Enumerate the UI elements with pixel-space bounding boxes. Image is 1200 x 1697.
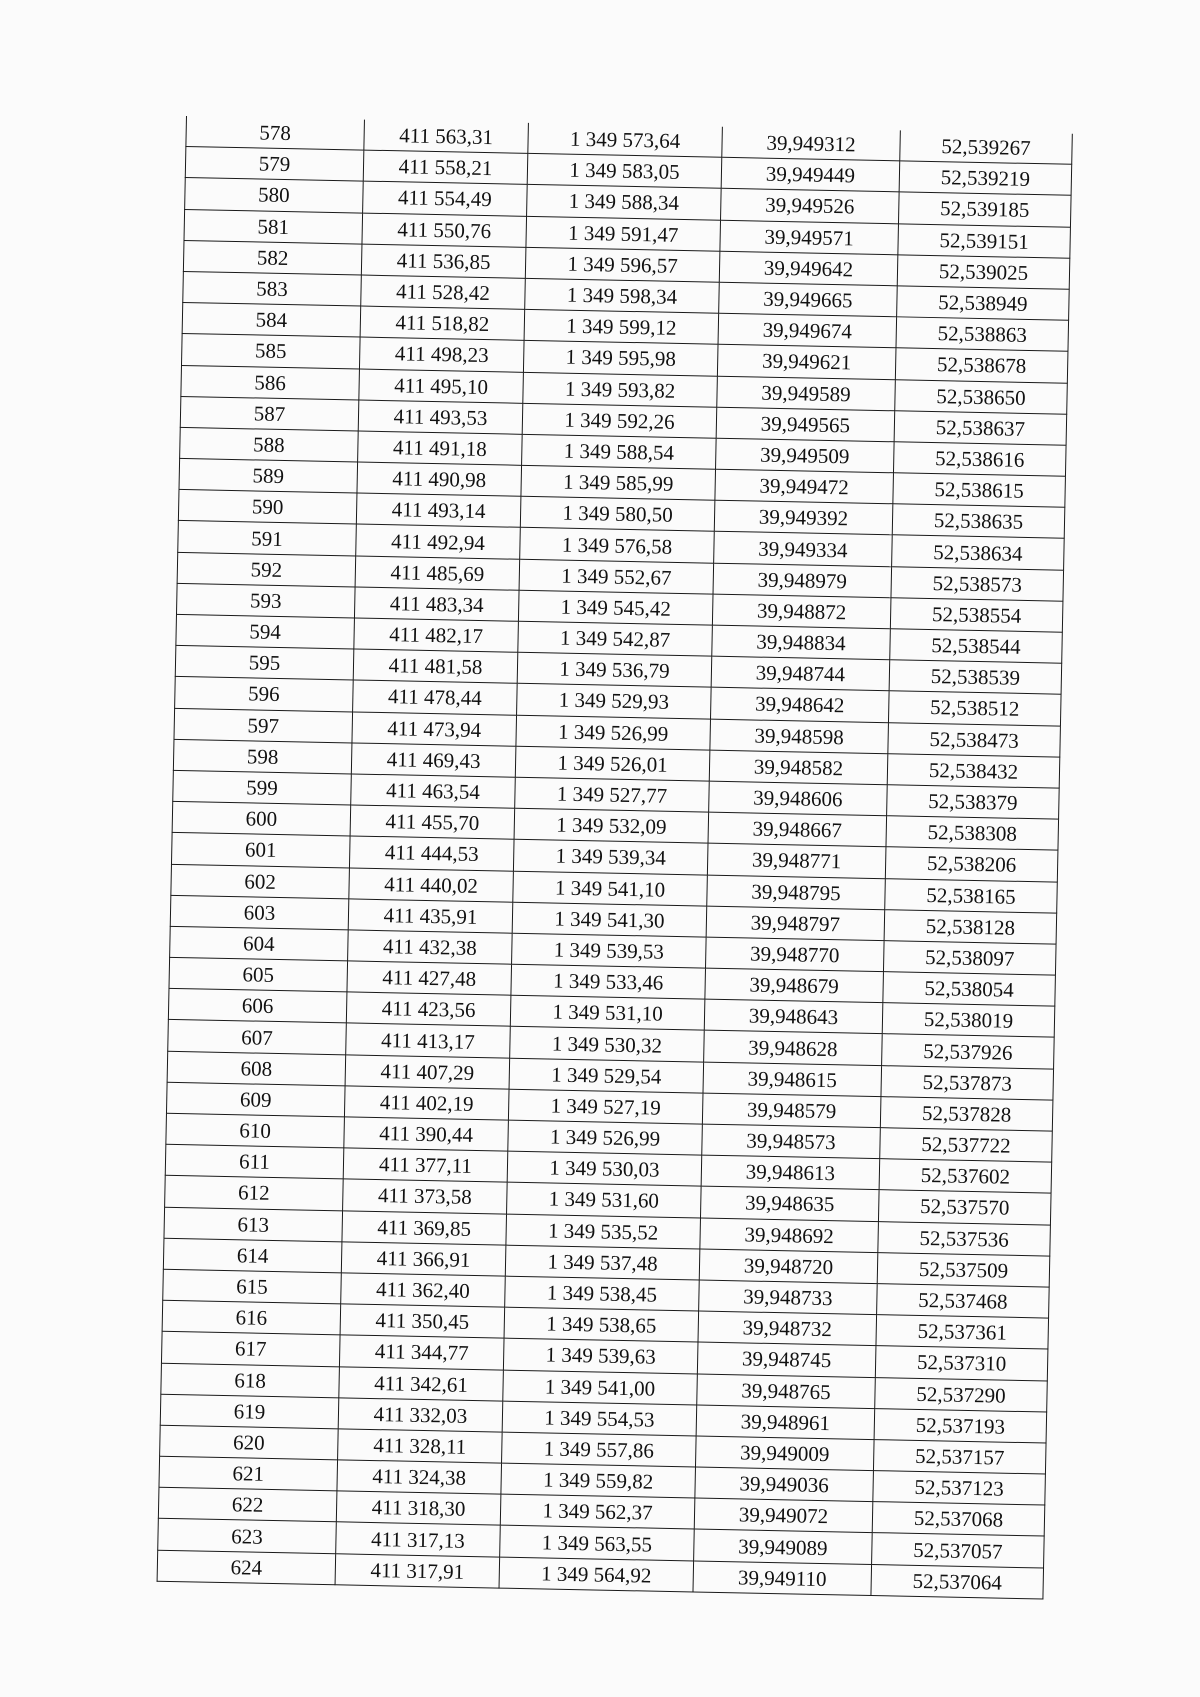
point-number-cell: 580 [185,178,364,213]
latitude-cell: 39,948765 [697,1374,876,1409]
latitude-cell: 39,949674 [718,313,897,348]
y-coordinate-cell: 1 349 588,34 [527,185,722,220]
latitude-cell: 39,949526 [721,189,900,224]
latitude-cell: 39,948961 [696,1405,875,1440]
longitude-cell: 52,538128 [884,909,1057,944]
latitude-cell: 39,948573 [702,1124,881,1159]
longitude-cell: 52,538650 [895,379,1068,414]
latitude-cell: 39,948872 [712,594,891,629]
y-coordinate-cell: 1 349 585,99 [521,465,716,500]
point-number-cell: 608 [167,1051,346,1086]
latitude-cell: 39,948770 [706,937,885,972]
y-coordinate-cell: 1 349 593,82 [523,372,718,407]
latitude-cell: 39,949449 [721,157,900,192]
point-number-cell: 586 [181,365,360,400]
longitude-cell: 52,537570 [878,1190,1051,1225]
point-number-cell: 606 [168,989,347,1024]
point-number-cell: 597 [174,708,353,743]
y-coordinate-cell: 1 349 529,93 [517,684,712,719]
longitude-cell: 52,537828 [880,1096,1053,1131]
y-coordinate-cell: 1 349 539,63 [503,1338,698,1373]
x-coordinate-cell: 411 482,17 [354,618,519,652]
latitude-cell: 39,949036 [695,1467,874,1502]
point-number-cell: 603 [170,895,349,930]
y-coordinate-cell: 1 349 592,26 [522,403,717,438]
x-coordinate-cell: 411 317,13 [336,1522,501,1556]
point-number-cell: 594 [176,614,355,649]
y-coordinate-cell: 1 349 536,79 [517,652,712,687]
y-coordinate-cell: 1 349 583,05 [527,154,722,189]
point-number-cell: 624 [157,1550,336,1585]
longitude-cell: 52,537064 [871,1564,1044,1599]
longitude-cell: 52,537157 [873,1439,1046,1474]
point-number-cell: 584 [182,303,361,338]
longitude-cell: 52,537468 [877,1284,1050,1319]
y-coordinate-cell: 1 349 530,03 [507,1151,702,1186]
point-number-cell: 598 [173,739,352,774]
longitude-cell: 52,538678 [895,348,1068,383]
longitude-cell: 52,538097 [883,941,1056,976]
latitude-cell: 39,949472 [715,469,894,504]
latitude-cell: 39,948797 [706,906,885,941]
y-coordinate-cell: 1 349 562,37 [500,1494,695,1529]
longitude-cell: 52,538308 [886,816,1059,851]
point-number-cell: 590 [178,490,357,525]
point-number-cell: 582 [183,240,362,275]
x-coordinate-cell: 411 498,23 [359,337,524,371]
x-coordinate-cell: 411 435,91 [348,899,513,933]
latitude-cell: 39,948679 [705,968,884,1003]
y-coordinate-cell: 1 349 533,46 [511,964,706,999]
y-coordinate-cell: 1 349 557,86 [502,1432,697,1467]
point-number-cell: 595 [175,646,354,681]
latitude-cell: 39,949571 [720,220,899,255]
longitude-cell: 52,538637 [894,410,1067,445]
y-coordinate-cell: 1 349 537,48 [505,1245,700,1280]
y-coordinate-cell: 1 349 563,55 [500,1526,695,1561]
point-number-cell: 588 [180,427,359,462]
latitude-cell: 39,949334 [714,532,893,567]
point-number-cell: 610 [166,1113,345,1148]
point-number-cell: 605 [169,957,348,992]
longitude-cell: 52,537310 [875,1346,1048,1381]
x-coordinate-cell: 411 485,69 [355,556,520,590]
latitude-cell: 39,949072 [694,1498,873,1533]
longitude-cell: 52,539025 [897,255,1070,290]
longitude-cell: 52,538634 [892,535,1065,570]
point-number-cell: 621 [159,1456,338,1491]
latitude-cell: 39,948771 [707,843,886,878]
point-number-cell: 600 [172,801,351,836]
latitude-cell: 39,948635 [700,1186,879,1221]
point-number-cell: 623 [158,1519,337,1554]
point-number-cell: 615 [163,1269,342,1304]
point-number-cell: 614 [163,1238,342,1273]
latitude-cell: 39,948579 [702,1093,881,1128]
x-coordinate-cell: 411 444,53 [349,836,514,870]
x-coordinate-cell: 411 483,34 [354,587,519,621]
coordinates-table [157,116,1073,1599]
x-coordinate-cell: 411 413,17 [346,1023,511,1057]
x-coordinate-cell: 411 332,03 [338,1398,503,1432]
longitude-cell: 52,539185 [898,192,1071,227]
longitude-cell: 52,538573 [891,566,1064,601]
longitude-cell: 52,537361 [876,1315,1049,1350]
latitude-cell: 39,949565 [716,407,895,442]
y-coordinate-cell: 1 349 588,54 [522,434,717,469]
y-coordinate-cell: 1 349 538,65 [504,1307,699,1342]
latitude-cell: 39,949665 [719,282,898,317]
latitude-cell: 39,948615 [703,1062,882,1097]
longitude-cell: 52,538539 [889,660,1062,695]
y-coordinate-cell: 1 349 541,00 [503,1370,698,1405]
x-coordinate-cell: 411 481,58 [353,649,518,683]
point-number-cell: 592 [177,552,356,587]
latitude-cell: 39,948642 [711,688,890,723]
point-number-cell: 589 [179,459,358,494]
y-coordinate-cell: 1 349 532,09 [514,808,709,843]
x-coordinate-cell: 411 432,38 [348,930,513,964]
latitude-cell: 39,949110 [693,1561,872,1596]
x-coordinate-cell: 411 469,43 [351,743,516,777]
y-coordinate-cell: 1 349 526,99 [508,1120,703,1155]
longitude-cell: 52,538616 [893,442,1066,477]
x-coordinate-cell: 411 492,94 [356,524,521,558]
longitude-cell: 52,537509 [877,1252,1050,1287]
x-coordinate-cell: 411 440,02 [349,867,514,901]
point-number-cell: 607 [168,1020,347,1055]
longitude-cell: 52,537926 [882,1034,1055,1069]
y-coordinate-cell: 1 349 598,34 [525,278,720,313]
longitude-cell: 52,537193 [874,1408,1047,1443]
x-coordinate-cell: 411 328,11 [338,1429,503,1463]
longitude-cell: 52,538949 [897,286,1070,321]
y-coordinate-cell: 1 349 599,12 [524,309,719,344]
y-coordinate-cell: 1 349 541,10 [513,871,708,906]
point-number-cell: 579 [185,147,364,182]
x-coordinate-cell: 411 455,70 [350,805,515,839]
latitude-cell: 39,949312 [722,127,901,161]
y-coordinate-cell: 1 349 538,45 [505,1276,700,1311]
latitude-cell: 39,948582 [709,750,888,785]
x-coordinate-cell: 411 369,85 [342,1210,507,1244]
point-number-cell: 599 [173,770,352,805]
x-coordinate-cell: 411 407,29 [345,1055,510,1089]
point-number-cell: 596 [175,677,354,712]
x-coordinate-cell: 411 423,56 [346,992,511,1026]
x-coordinate-cell: 411 318,30 [336,1491,501,1525]
y-coordinate-cell: 1 349 542,87 [518,621,713,656]
longitude-cell: 52,538512 [888,691,1061,726]
latitude-cell: 39,948979 [713,563,892,598]
longitude-cell: 52,538554 [890,598,1063,633]
longitude-cell: 52,538206 [885,847,1058,882]
point-number-cell: 611 [165,1144,344,1179]
point-number-cell: 618 [161,1363,340,1398]
x-coordinate-cell: 411 373,58 [343,1179,508,1213]
longitude-cell: 52,538019 [882,1003,1055,1038]
latitude-cell: 39,949589 [717,376,896,411]
x-coordinate-cell: 411 550,76 [362,213,527,247]
y-coordinate-cell: 1 349 595,98 [523,341,718,376]
point-number-cell: 591 [178,521,357,556]
point-number-cell: 578 [186,116,365,150]
longitude-cell: 52,538379 [887,785,1060,820]
longitude-cell: 52,538054 [883,972,1056,1007]
x-coordinate-cell: 411 342,61 [339,1366,504,1400]
point-number-cell: 609 [166,1082,345,1117]
latitude-cell: 39,948732 [698,1311,877,1346]
y-coordinate-cell: 1 349 531,60 [507,1183,702,1218]
latitude-cell: 39,948606 [709,781,888,816]
latitude-cell: 39,948613 [701,1155,880,1190]
x-coordinate-cell: 411 350,45 [340,1304,505,1338]
y-coordinate-cell: 1 349 531,10 [510,995,705,1030]
x-coordinate-cell: 411 528,42 [361,275,526,309]
longitude-cell: 52,537068 [872,1502,1045,1537]
x-coordinate-cell: 411 402,19 [344,1086,509,1120]
latitude-cell: 39,948745 [697,1342,876,1377]
point-number-cell: 601 [171,833,350,868]
x-coordinate-cell: 411 427,48 [347,961,512,995]
latitude-cell: 39,948628 [704,1031,883,1066]
y-coordinate-cell: 1 349 530,32 [510,1027,705,1062]
y-coordinate-cell: 1 349 580,50 [520,497,715,532]
latitude-cell: 39,948733 [699,1280,878,1315]
x-coordinate-cell: 411 324,38 [337,1460,502,1494]
longitude-cell: 52,538635 [892,504,1065,539]
longitude-cell: 52,537873 [881,1065,1054,1100]
latitude-cell: 39,948744 [711,656,890,691]
y-coordinate-cell: 1 349 535,52 [506,1214,701,1249]
latitude-cell: 39,949089 [694,1529,873,1564]
y-coordinate-cell: 1 349 529,54 [509,1058,704,1093]
longitude-cell: 52,538544 [890,629,1063,664]
y-coordinate-cell: 1 349 541,30 [512,902,707,937]
x-coordinate-cell: 411 390,44 [344,1117,509,1151]
point-number-cell: 602 [171,864,350,899]
latitude-cell: 39,949009 [695,1436,874,1471]
x-coordinate-cell: 411 366,91 [341,1242,506,1276]
point-number-cell: 593 [176,583,355,618]
longitude-cell: 52,539151 [898,223,1071,258]
x-coordinate-cell: 411 317,91 [335,1553,500,1587]
point-number-cell: 604 [170,926,349,961]
point-number-cell: 583 [183,271,362,306]
x-coordinate-cell: 411 558,21 [363,150,528,184]
point-number-cell: 622 [158,1487,337,1522]
point-number-cell: 587 [180,396,359,431]
y-coordinate-cell: 1 349 573,64 [528,123,723,158]
latitude-cell: 39,949392 [714,500,893,535]
longitude-cell: 52,538165 [885,878,1058,913]
point-number-cell: 617 [161,1332,340,1367]
x-coordinate-cell: 411 463,54 [351,774,516,808]
longitude-cell: 52,537536 [878,1221,1051,1256]
x-coordinate-cell: 411 362,40 [341,1273,506,1307]
point-number-cell: 619 [160,1394,339,1429]
y-coordinate-cell: 1 349 591,47 [526,216,721,251]
y-coordinate-cell: 1 349 545,42 [518,590,713,625]
latitude-cell: 39,948795 [707,875,886,910]
x-coordinate-cell: 411 536,85 [361,244,526,278]
longitude-cell: 52,537722 [880,1128,1053,1163]
x-coordinate-cell: 411 491,18 [358,431,523,465]
longitude-cell: 52,537057 [872,1533,1045,1568]
y-coordinate-cell: 1 349 527,77 [515,777,710,812]
y-coordinate-cell: 1 349 539,53 [512,933,707,968]
latitude-cell: 39,949509 [716,438,895,473]
latitude-cell: 39,948643 [704,999,883,1034]
y-coordinate-cell: 1 349 552,67 [519,559,714,594]
y-coordinate-cell: 1 349 527,19 [508,1089,703,1124]
x-coordinate-cell: 411 493,53 [358,400,523,434]
y-coordinate-cell: 1 349 559,82 [501,1463,696,1498]
x-coordinate-cell: 411 493,14 [356,493,521,527]
longitude-cell: 52,538432 [887,753,1060,788]
x-coordinate-cell: 411 563,31 [364,120,529,154]
y-coordinate-cell: 1 349 526,99 [516,715,711,750]
latitude-cell: 39,948692 [700,1218,879,1253]
y-coordinate-cell: 1 349 576,58 [520,528,715,563]
longitude-cell: 52,538473 [888,722,1061,757]
point-number-cell: 581 [184,209,363,244]
x-coordinate-cell: 411 478,44 [353,680,518,714]
longitude-cell: 52,539219 [899,161,1072,196]
latitude-cell: 39,948598 [710,719,889,754]
point-number-cell: 612 [165,1176,344,1211]
y-coordinate-cell: 1 349 596,57 [525,247,720,282]
longitude-cell: 52,537602 [879,1159,1052,1194]
latitude-cell: 39,948720 [699,1249,878,1284]
y-coordinate-cell: 1 349 539,34 [513,840,708,875]
x-coordinate-cell: 411 554,49 [363,181,528,215]
longitude-cell: 52,537290 [875,1377,1048,1412]
point-number-cell: 616 [162,1300,341,1335]
latitude-cell: 39,949621 [717,345,896,380]
y-coordinate-cell: 1 349 526,01 [515,746,710,781]
point-number-cell: 585 [182,334,361,369]
x-coordinate-cell: 411 377,11 [343,1148,508,1182]
x-coordinate-cell: 411 490,98 [357,462,522,496]
point-number-cell: 613 [164,1207,343,1242]
y-coordinate-cell: 1 349 564,92 [499,1557,694,1592]
table-body [157,116,1072,1599]
longitude-cell: 52,539267 [900,130,1073,164]
x-coordinate-cell: 411 495,10 [359,369,524,403]
y-coordinate-cell: 1 349 554,53 [502,1401,697,1436]
coordinates-table-container [157,116,1073,1599]
latitude-cell: 39,948834 [712,625,891,660]
longitude-cell: 52,537123 [873,1471,1046,1506]
longitude-cell: 52,538615 [893,473,1066,508]
longitude-cell: 52,538863 [896,317,1069,352]
latitude-cell: 39,948667 [708,812,887,847]
x-coordinate-cell: 411 518,82 [360,306,525,340]
point-number-cell: 620 [160,1425,339,1460]
x-coordinate-cell: 411 473,94 [352,712,517,746]
x-coordinate-cell: 411 344,77 [339,1335,504,1369]
latitude-cell: 39,949642 [719,251,898,286]
